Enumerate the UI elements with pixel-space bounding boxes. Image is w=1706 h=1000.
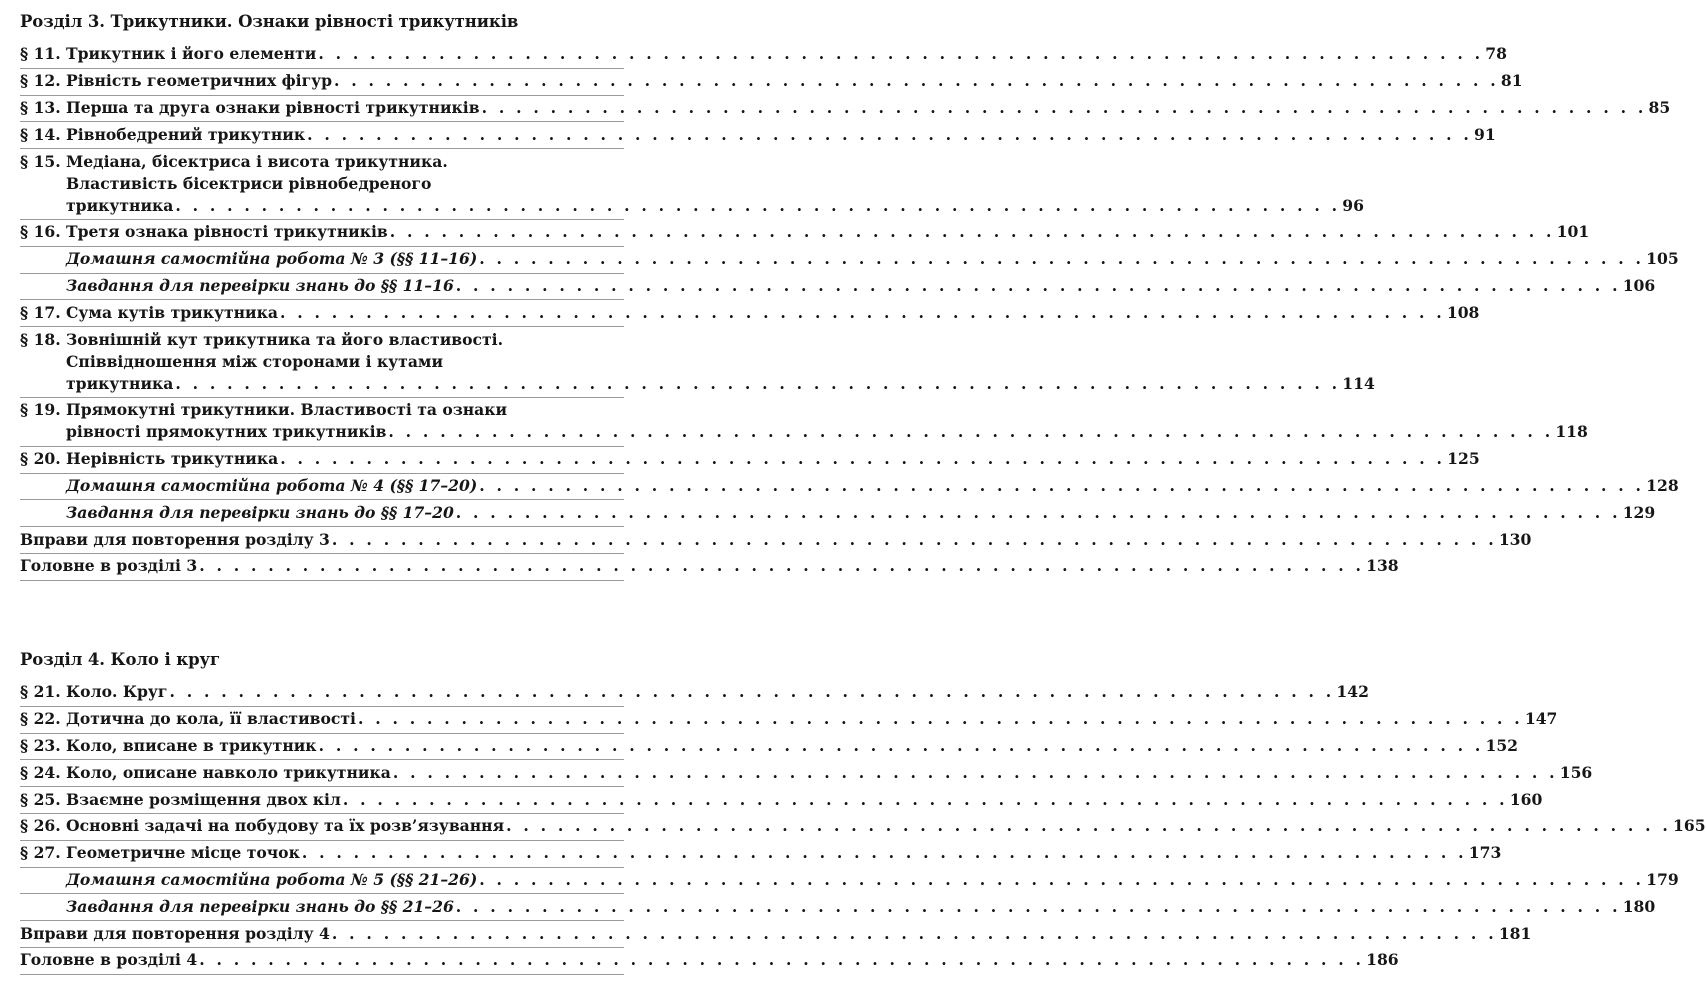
dot-leader: . . . . . . . . . . . . . . . . . . . . . . . . . . . . . . . . . . . . . . . . . . . . . . . . . . . . . . . . . . . . . . . . . . . . bbox=[357, 709, 1523, 729]
page-number: 142 bbox=[1336, 682, 1369, 702]
dot-leader: . . . . . . . . . . . . . . . . . . . . . . . . . . . . . . . . . . . . . . . . . . . . . . . . . . . . . . . . . . . . . . . . . . . . bbox=[392, 762, 1558, 782]
entry-title: Сума кутів трикутника bbox=[66, 302, 278, 322]
toc-entry-line bbox=[20, 302, 1480, 324]
toc-entry[interactable] bbox=[20, 948, 1399, 975]
toc-entry[interactable] bbox=[20, 707, 1558, 734]
dot-leader: . . . . . . . . . . . . . . . . . . . . . . . . . . . . . . . . . . . . . . . . . . . . . . . . . . . . . . . . . . . . . . . . . . . . bbox=[481, 98, 1647, 118]
page-number: 165 bbox=[1673, 816, 1706, 836]
toc-entry-line bbox=[20, 475, 1679, 497]
toc-entry[interactable] bbox=[20, 149, 1364, 220]
section-title: Розділ 4. Коло і круг bbox=[20, 650, 220, 669]
page-number: 129 bbox=[1622, 502, 1656, 522]
page-number: 180 bbox=[1622, 896, 1656, 916]
toc-entry-line bbox=[20, 815, 1706, 837]
section-number: § 24. bbox=[20, 762, 61, 782]
page-number: 105 bbox=[1646, 249, 1679, 269]
entry-title: Третя ознака рівності трикутників bbox=[66, 222, 388, 242]
entry-title: Зовнішній кут трикутника та його властивості. bbox=[66, 329, 504, 349]
toc-entry-line bbox=[20, 502, 1656, 524]
section-number: § 22. bbox=[20, 709, 61, 729]
page-number: 130 bbox=[1498, 529, 1532, 549]
toc-entry-line bbox=[20, 373, 1375, 395]
dot-leader: . . . . . . . . . . . . . . . . . . . . . . . . . . . . . . . . . . . . . . . . . . . . . . . . . . . . . . . . . . . . . . . . . . . . bbox=[455, 276, 1621, 296]
dot-leader: . . . . . . . . . . . . . . . . . . . . . . . . . . . . . . . . . . . . . . . . . . . . . . . . . . . . . . . . . . . . . . . . . . . . bbox=[506, 816, 1672, 836]
toc-entry[interactable] bbox=[20, 868, 1679, 895]
section-number: § 21. bbox=[20, 682, 61, 702]
entry-title: Прямокутні трикутники. Властивості та ознаки bbox=[66, 400, 508, 420]
section-number: § 18. bbox=[20, 329, 61, 349]
entry-title: Головне в розділі 4 bbox=[20, 950, 198, 970]
toc-entry[interactable] bbox=[20, 398, 1588, 447]
section-number: § 25. bbox=[20, 789, 61, 809]
entry-title: Співвідношення між сторонами і кутами bbox=[66, 351, 444, 371]
dot-leader: . . . . . . . . . . . . . . . . . . . . . . . . . . . . . . . . . . . . . . . . . . . . . . . . . . . . . . . . . . . . . . . . . . . . bbox=[169, 682, 1335, 702]
toc-entry-line bbox=[20, 195, 1364, 217]
toc-entry[interactable] bbox=[20, 554, 1399, 581]
toc-entry-line bbox=[20, 399, 624, 421]
toc-entry-line bbox=[20, 421, 1588, 443]
page-number: 91 bbox=[1474, 124, 1496, 144]
toc-entry[interactable] bbox=[20, 814, 1706, 841]
toc-entry-line bbox=[20, 43, 1507, 65]
dot-leader: . . . . . . . . . . . . . . . . . . . . . . . . . . . . . . . . . . . . . . . . . . . . . . . . . . . . . . . . . . . . . . . . . . . . bbox=[389, 222, 1555, 242]
dot-leader: . . . . . . . . . . . . . . . . . . . . . . . . . . . . . . . . . . . . . . . . . . . . . . . . . . . . . . . . . . . . . . . . . . . . bbox=[175, 373, 1341, 393]
toc-entry[interactable] bbox=[20, 500, 1656, 527]
entry-title: трикутника bbox=[66, 373, 174, 393]
toc-entry-line bbox=[20, 842, 1502, 864]
entry-title: Властивість бісектриси рівнобедреного bbox=[66, 173, 432, 193]
dot-leader: . . . . . . . . . . . . . . . . . . . . . . . . . . . . . . . . . . . . . . . . . . . . . . . . . . . . . . . . . . . . . . . . . . . . bbox=[479, 870, 1645, 890]
toc-entry[interactable] bbox=[20, 787, 1543, 814]
dot-leader: . . . . . . . . . . . . . . . . . . . . . . . . . . . . . . . . . . . . . . . . . . . . . . . . . . . . . . . . . . . . . . . . . . . . bbox=[199, 950, 1365, 970]
page-number: 114 bbox=[1342, 373, 1375, 393]
toc-entry[interactable] bbox=[20, 274, 1656, 301]
dot-leader: . . . . . . . . . . . . . . . . . . . . . . . . . . . . . . . . . . . . . . . . . . . . . . . . . . . . . . . . . . . . . . . . . . . . bbox=[388, 422, 1554, 442]
toc-entry[interactable] bbox=[20, 247, 1679, 274]
entry-title: Нерівність трикутника bbox=[66, 449, 279, 469]
entry-title: Медіана, бісектриса і висота трикутника. bbox=[66, 151, 448, 171]
toc-entry-line bbox=[20, 97, 1671, 119]
toc-entry[interactable] bbox=[20, 921, 1532, 948]
section-title: Розділ 3. Трикутники. Ознаки рівності трикутників bbox=[20, 12, 519, 31]
section-number: § 19. bbox=[20, 400, 61, 420]
dot-leader: . . . . . . . . . . . . . . . . . . . . . . . . . . . . . . . . . . . . . . . . . . . . . . . . . . . . . . . . . . . . . . . . . . . . bbox=[318, 736, 1484, 756]
entry-title: Вправи для повторення розділу 3 bbox=[20, 529, 330, 549]
page-number: 108 bbox=[1446, 302, 1480, 322]
toc-entry[interactable] bbox=[20, 96, 1671, 123]
entry-title: Домашня самостійна робота № 4 (§§ 17–20) bbox=[66, 476, 478, 496]
section-number: § 20. bbox=[20, 449, 61, 469]
entry-title: Домашня самостійна робота № 3 (§§ 11–16) bbox=[66, 249, 478, 269]
toc-entry[interactable] bbox=[20, 42, 1507, 69]
entry-title: Головне в розділі 3 bbox=[20, 556, 198, 576]
toc-entry-line bbox=[20, 70, 1523, 92]
dot-leader: . . . . . . . . . . . . . . . . . . . . . . . . . . . . . . . . . . . . . . . . . . . . . . . . . . . . . . . . . . . . . . . . . . . . bbox=[280, 449, 1446, 469]
entry-title: Перша та друга ознаки рівності трикутників bbox=[66, 98, 480, 118]
toc-entry[interactable] bbox=[20, 220, 1590, 247]
page-number: 128 bbox=[1646, 476, 1679, 496]
section-number: § 11. bbox=[20, 44, 61, 64]
toc-entry[interactable] bbox=[20, 474, 1679, 501]
toc-entry-line bbox=[20, 275, 1656, 297]
toc-entry[interactable] bbox=[20, 760, 1593, 787]
toc-entry[interactable] bbox=[20, 894, 1656, 921]
dot-leader: . . . . . . . . . . . . . . . . . . . . . . . . . . . . . . . . . . . . . . . . . . . . . . . . . . . . . . . . . . . . . . . . . . . . bbox=[331, 529, 1497, 549]
toc-entry-line bbox=[20, 923, 1532, 945]
dot-leader: . . . . . . . . . . . . . . . . . . . . . . . . . . . . . . . . . . . . . . . . . . . . . . . . . . . . . . . . . . . . . . . . . . . . bbox=[175, 195, 1341, 215]
page-number: 152 bbox=[1485, 736, 1519, 756]
section-number: § 17. bbox=[20, 302, 61, 322]
entry-title: рівності прямокутних трикутників bbox=[66, 422, 387, 442]
entry-title: Трикутник і його елементи bbox=[66, 44, 317, 64]
entry-title: Дотична до кола, її властивості bbox=[66, 709, 356, 729]
toc-entry-line bbox=[20, 448, 1480, 470]
section-number: § 26. bbox=[20, 816, 61, 836]
section-number: § 14. bbox=[20, 124, 61, 144]
toc-entry-line bbox=[20, 896, 1656, 918]
section-number: § 16. bbox=[20, 222, 61, 242]
section-number: § 15. bbox=[20, 151, 61, 171]
dot-leader: . . . . . . . . . . . . . . . . . . . . . . . . . . . . . . . . . . . . . . . . . . . . . . . . . . . . . . . . . . . . . . . . . . . . bbox=[455, 502, 1621, 522]
dot-leader: . . . . . . . . . . . . . . . . . . . . . . . . . . . . . . . . . . . . . . . . . . . . . . . . . . . . . . . . . . . . . . . . . . . . bbox=[334, 71, 1499, 91]
entry-title: Рівність геометричних фігур bbox=[66, 71, 333, 91]
entry-title: Рівнобедрений трикутник bbox=[66, 124, 306, 144]
section-number: § 23. bbox=[20, 736, 61, 756]
dot-leader: . . . . . . . . . . . . . . . . . . . . . . . . . . . . . . . . . . . . . . . . . . . . . . . . . . . . . . . . . . . . . . . . . . . . bbox=[455, 896, 1621, 916]
toc-entry[interactable] bbox=[20, 69, 1523, 96]
page-number: 173 bbox=[1468, 843, 1502, 863]
entry-title: Вправи для повторення розділу 4 bbox=[20, 923, 330, 943]
toc-entry-line bbox=[20, 869, 1679, 891]
toc-entry[interactable] bbox=[20, 680, 1369, 707]
page-number: 179 bbox=[1646, 870, 1679, 890]
section-number: § 13. bbox=[20, 98, 61, 118]
page-number: 156 bbox=[1559, 762, 1593, 782]
toc-entry-line bbox=[20, 248, 1679, 270]
toc-entry[interactable] bbox=[20, 527, 1532, 554]
entry-title: Завдання для перевірки знань до §§ 17–20 bbox=[66, 502, 454, 522]
entry-title: Завдання для перевірки знань до §§ 21–26 bbox=[66, 896, 454, 916]
toc-entry[interactable] bbox=[20, 122, 1496, 149]
page-number: 138 bbox=[1366, 556, 1399, 576]
toc-entry-line bbox=[20, 555, 1399, 577]
dot-leader: . . . . . . . . . . . . . . . . . . . . . . . . . . . . . . . . . . . . . . . . . . . . . . . . . . . . . . . . . . . . . . . . . . . . bbox=[279, 302, 1445, 322]
entry-title: трикутника bbox=[66, 195, 174, 215]
entry-title: Коло. Круг bbox=[66, 682, 168, 702]
page-number: 125 bbox=[1447, 449, 1480, 469]
entry-title: Домашня самостійна робота № 5 (§§ 21–26) bbox=[66, 870, 478, 890]
dot-leader: . . . . . . . . . . . . . . . . . . . . . . . . . . . . . . . . . . . . . . . . . . . . . . . . . . . . . . . . . . . . . . . . . . . . bbox=[318, 44, 1484, 64]
toc-entry-line bbox=[20, 173, 624, 195]
entry-title: Основні задачі на побудову та їх розв’язування bbox=[66, 816, 505, 836]
toc-entry[interactable] bbox=[20, 447, 1480, 474]
toc-entry-line bbox=[20, 762, 1593, 784]
dot-leader: . . . . . . . . . . . . . . . . . . . . . . . . . . . . . . . . . . . . . . . . . . . . . . . . . . . . . . . . . . . . . . . . . . . . bbox=[307, 124, 1472, 144]
toc-entry-line bbox=[20, 151, 624, 173]
page-number: 96 bbox=[1342, 195, 1364, 215]
toc-entry-line bbox=[20, 529, 1532, 551]
entry-title: Геометричне місце точок bbox=[66, 843, 300, 863]
dot-leader: . . . . . . . . . . . . . . . . . . . . . . . . . . . . . . . . . . . . . . . . . . . . . . . . . . . . . . . . . . . . . . . . . . . . bbox=[301, 843, 1467, 863]
toc-entry-line bbox=[20, 329, 624, 351]
toc-entry[interactable] bbox=[20, 734, 1519, 761]
toc-entry[interactable] bbox=[20, 327, 1375, 398]
page-number: 85 bbox=[1648, 98, 1671, 118]
dot-leader: . . . . . . . . . . . . . . . . . . . . . . . . . . . . . . . . . . . . . . . . . . . . . . . . . . . . . . . . . . . . . . . . . . . . bbox=[199, 556, 1365, 576]
entry-title: Коло, вписане в трикутник bbox=[66, 736, 317, 756]
page-number: 81 bbox=[1500, 71, 1523, 91]
section-number: § 12. bbox=[20, 71, 61, 91]
toc-entry-line bbox=[20, 708, 1558, 730]
page-number: 101 bbox=[1556, 222, 1590, 242]
toc-entry-line bbox=[20, 681, 1369, 703]
dot-leader: . . . . . . . . . . . . . . . . . . . . . . . . . . . . . . . . . . . . . . . . . . . . . . . . . . . . . . . . . . . . . . . . . . . . bbox=[479, 476, 1645, 496]
dot-leader: . . . . . . . . . . . . . . . . . . . . . . . . . . . . . . . . . . . . . . . . . . . . . . . . . . . . . . . . . . . . . . . . . . . . bbox=[479, 249, 1645, 269]
toc-entry-line bbox=[20, 351, 624, 373]
toc-entry[interactable] bbox=[20, 300, 1480, 327]
toc-entry-line bbox=[20, 735, 1519, 757]
entry-title: Коло, описане навколо трикутника bbox=[66, 762, 391, 782]
toc-entry[interactable] bbox=[20, 841, 1502, 868]
section-number: § 27. bbox=[20, 843, 61, 863]
toc-entry-line bbox=[20, 949, 1399, 971]
toc-entry-line bbox=[20, 124, 1496, 146]
page-number: 181 bbox=[1498, 923, 1532, 943]
page-number: 118 bbox=[1555, 422, 1588, 442]
dot-leader: . . . . . . . . . . . . . . . . . . . . . . . . . . . . . . . . . . . . . . . . . . . . . . . . . . . . . . . . . . . . . . . . . . . . bbox=[342, 789, 1508, 809]
page-number: 147 bbox=[1524, 709, 1558, 729]
dot-leader: . . . . . . . . . . . . . . . . . . . . . . . . . . . . . . . . . . . . . . . . . . . . . . . . . . . . . . . . . . . . . . . . . . . . bbox=[331, 923, 1497, 943]
page-number: 186 bbox=[1366, 950, 1399, 970]
page-number: 106 bbox=[1622, 276, 1656, 296]
page-number: 160 bbox=[1509, 789, 1543, 809]
page-number: 78 bbox=[1485, 44, 1507, 64]
toc-entry-line bbox=[20, 221, 1590, 243]
entry-title: Завдання для перевірки знань до §§ 11–16 bbox=[66, 276, 454, 296]
entry-title: Взаємне розміщення двох кіл bbox=[66, 789, 341, 809]
toc-entry-line bbox=[20, 789, 1543, 811]
